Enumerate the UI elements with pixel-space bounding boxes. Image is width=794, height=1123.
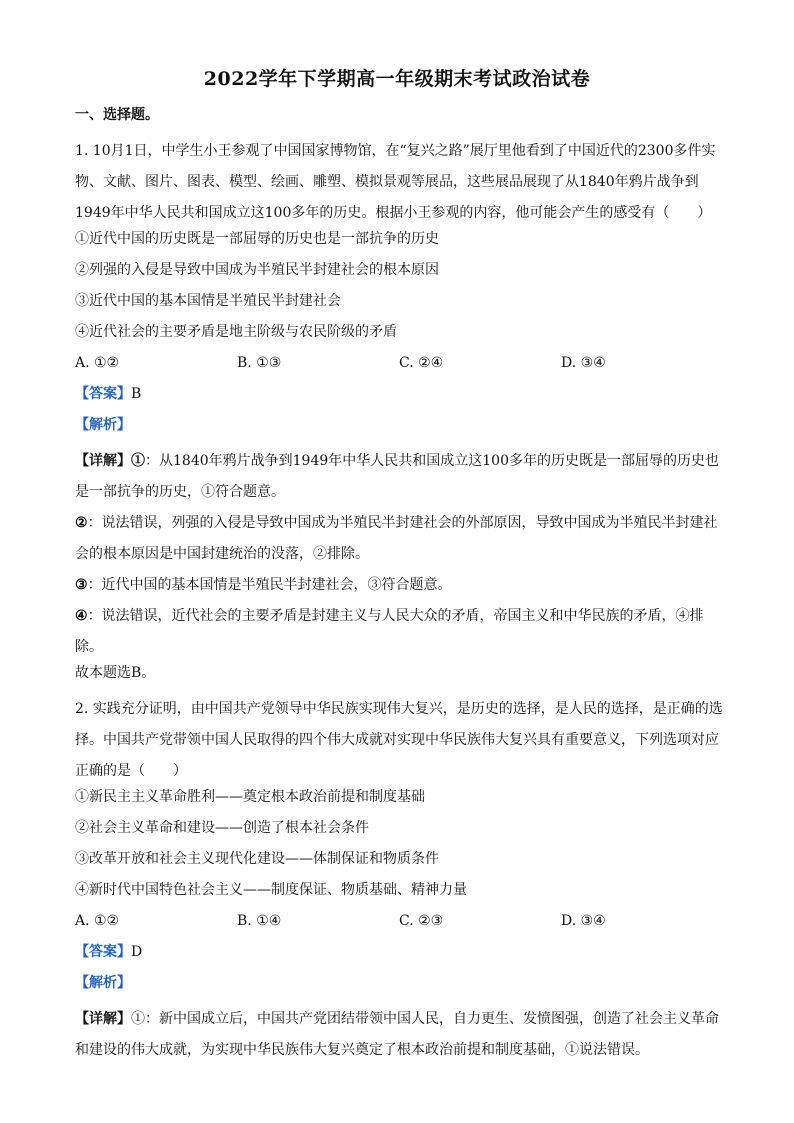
detail-mark: ③ [75, 577, 88, 593]
q2-item-3: ③改革开放和社会主义现代化建设——体制保证和物质条件 [75, 851, 439, 867]
q1-analysis [75, 415, 725, 446]
q2-item-2: ②社会主义革命和建设——创造了根本社会条件 [75, 820, 369, 836]
question-2-stem: 2. 实践充分证明，由中国共产党领导中华民族实现伟大复兴，是历史的选择，是人民的选择，是正确的选择。中国共产党带领中国人民取得的四个伟大成就对实现中华民族伟大复兴具有重要意义，下列选项对应正确的是（ ） [75, 701, 723, 779]
q1-option-b: B. ①③ [237, 355, 282, 371]
q2-option-c: C. ②③ [399, 913, 444, 929]
q2-detail [75, 1004, 725, 1066]
q2-option-b: B. ①④ [237, 913, 282, 929]
q1-option-d: D. ③④ [561, 355, 606, 371]
answer-label: 【答案】 [75, 944, 131, 960]
analysis-label: 【解析】 [75, 417, 131, 433]
q1-item-2: ②列强的入侵是导致中国成为半殖民半封建社会的根本原因 [75, 262, 439, 278]
analysis-label: 【解析】 [75, 975, 131, 991]
detail-text: ：说法错误，近代社会的主要矛盾是封建主义与人民大众的矛盾，帝国主义和中华民族的矛盾，④排除。 [75, 608, 704, 655]
q2-item-4: ④新时代中国特色社会主义——制度保证、物质基础、精神力量 [75, 882, 467, 898]
q1-detail-4 [75, 601, 725, 663]
detail-text: ：从1840年鸦片战争到1949年中华人民共和国成立这100多年的历史既是一部屈辱的历史也是一部抗争的历史，①符合题意。 [75, 453, 719, 500]
q1-detail-3 [75, 570, 725, 601]
detail-mark: ② [75, 515, 88, 531]
q1-detail-1 [75, 446, 725, 508]
detail-text: ：近代中国的基本国情是半殖民半封建社会，③符合题意。 [87, 577, 452, 593]
page-title: 2022学年下学期高一年级期末考试政治试卷 [203, 68, 591, 90]
detail-text: ：说法错误，列强的入侵是导致中国成为半殖民半封建社会的外部原因，导致中国成为半殖民半封建社会的根本原因是中国封建统治的没落，②排除。 [75, 515, 718, 562]
q2-item-1: ①新民主主义革命胜利——奠定根本政治前提和制度基础 [75, 789, 425, 805]
detail-mark: ④ [75, 608, 88, 624]
question-1-stem: 1. 10月1日，中学生小王参观了中国国家博物馆，在“复兴之路”展厅里他看到了中国近代的2300多件实物、文献、图片、图表、模型、绘画、雕塑、模拟景观等展品，这些展品展现了从1840年鸦片战争到1949年中华人民共和国成立这100多年的历史。根据小王参观的内容，他可能会产生的感受有（ ） [75, 143, 716, 221]
section-heading: 一、选择题。 [75, 107, 159, 123]
q1-item-1: ①近代中国的历史既是一部屈辱的历史也是一部抗争的历史 [75, 231, 439, 247]
q1-option-c: C. ②④ [399, 355, 444, 371]
q1-item-3: ③近代中国的基本国情是半殖民半封建社会 [75, 293, 341, 309]
exam-body [75, 136, 725, 1066]
q2-analysis [75, 973, 725, 1004]
detail-mark: ① [131, 453, 145, 469]
q2-answer [75, 942, 725, 973]
q2-options [75, 911, 725, 942]
q1-answer [75, 384, 725, 415]
answer-value: B [131, 386, 142, 402]
q1-option-a: A. ①② [75, 355, 120, 371]
q1-conclusion: 故本题选B。 [75, 665, 156, 681]
detail-text: ①：新中国成立后，中国共产党团结带领中国人民，自力更生、发愤图强，创造了社会主义革命和建设的伟大成就，为实现中华民族伟大复兴奠定了根本政治前提和制度基础，①说法错误。 [75, 1011, 719, 1058]
q2-option-a: A. ①② [75, 913, 120, 929]
q1-item-4: ④近代社会的主要矛盾是地主阶级与农民阶级的矛盾 [75, 324, 397, 340]
answer-label: 【答案】 [75, 386, 131, 402]
answer-value: D [131, 944, 143, 960]
q2-option-d: D. ③④ [561, 913, 606, 929]
q1-detail-2 [75, 508, 725, 570]
detail-label: 【详解】 [75, 1011, 131, 1027]
q1-options [75, 353, 725, 384]
detail-label: 【详解】 [75, 453, 131, 469]
